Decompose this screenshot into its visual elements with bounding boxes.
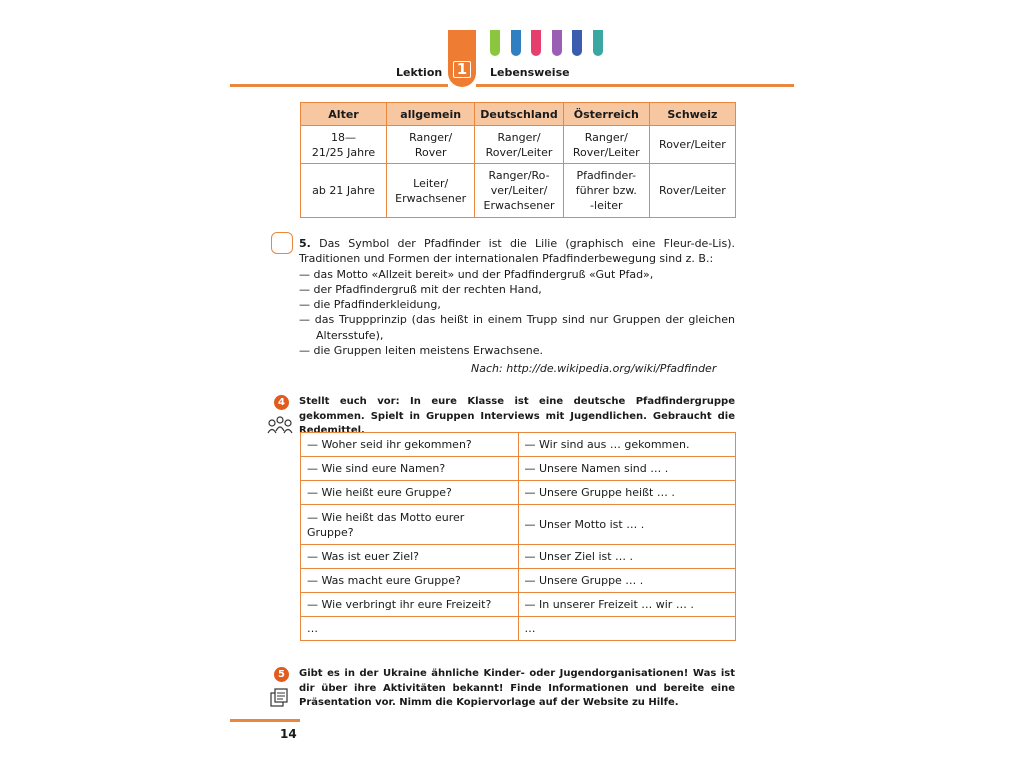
color-tab [490, 30, 500, 56]
table-header-cell: Alter [301, 103, 387, 126]
list-item: — die Pfadfinderkleidung, [299, 298, 441, 312]
lesson-title: Lebensweise [490, 66, 570, 79]
table-row [301, 593, 736, 617]
table-cell: ab 21 Jahre [301, 164, 387, 218]
lektion-label: Lektion [396, 66, 443, 79]
question-cell: — Wie heißt das Motto eurer Gruppe? [301, 505, 519, 545]
copy-template-icon [268, 686, 290, 708]
table-cell: Ranger/ Rover/Leiter [475, 126, 563, 164]
question-cell: — Wie verbringt ihr eure Freizeit? [301, 593, 519, 617]
answer-cell: — Unser Motto ist … . [518, 505, 736, 545]
header-rule-left [230, 84, 448, 87]
question-cell: — Wie heißt eure Gruppe? [301, 481, 519, 505]
color-tab [572, 30, 582, 56]
answer-cell: — In unserer Freizeit … wir … . [518, 593, 736, 617]
task4-text: Stellt euch vor: In eure Klasse ist eine deutsche Pfadfindergruppe gekommen. Spielt in Gruppen Interviews mit Jugendlichen. Gebraucht die Redemittel. [299, 396, 735, 436]
list-item: — das Motto «Allzeit bereit» und der Pfadfindergruß «Gut Pfad», [299, 267, 654, 281]
color-tab [511, 30, 521, 56]
table-header-cell: allgemein [387, 103, 475, 126]
section5-intro: Das Symbol der Pfadfinder ist die Lilie (graphisch eine Fleur-de-Lis). Traditionen und Formen der internationalen Pfadfinderbewegung sind z. B.: [299, 237, 735, 266]
task5-badge: 5 [274, 667, 289, 682]
table-cell: Ranger/ Rover/Leiter [563, 126, 649, 164]
color-tab [552, 30, 562, 56]
table-header-cell: Deutschland [475, 103, 563, 126]
table-row [301, 481, 736, 505]
color-tab [531, 30, 541, 56]
question-cell: — Wie sind eure Namen? [301, 457, 519, 481]
group-work-icon [266, 415, 294, 437]
table-cell: Ranger/Ro- ver/Leiter/ Erwachsener [475, 164, 563, 218]
answer-cell: — Wir sind aus … gekommen. [518, 433, 736, 457]
phrase-table [300, 432, 736, 641]
task4-badge: 4 [274, 395, 289, 410]
question-cell: — Was ist euer Ziel? [301, 545, 519, 569]
table-header-cell: Österreich [563, 103, 649, 126]
table-cell: Leiter/ Erwachsener [387, 164, 475, 218]
lesson-number-tab [448, 30, 476, 87]
source-note: Nach: http://de.wikipedia.org/wiki/Pfadfinder [471, 362, 717, 375]
page-number: 14 [280, 727, 297, 741]
list-item: — die Gruppen leiten meistens Erwachsene. [299, 344, 543, 358]
scout-age-table [300, 102, 736, 218]
table-header-cell: Schweiz [649, 103, 735, 126]
task5-text: Gibt es in der Ukraine ähnliche Kinder- oder Jugendorganisationen! Was ist dir über ihre Aktivitäten bekannt! Finde Informationen und bereite eine Präsentation vor. Nimm die Kopiervorlage auf der Website zu Hilfe. [299, 668, 735, 708]
section5-text [299, 236, 735, 358]
answer-cell: … [518, 617, 736, 641]
table-cell: Rover/Leiter [649, 126, 735, 164]
table-row [301, 569, 736, 593]
footer-rule [230, 719, 300, 722]
answer-cell: — Unsere Gruppe … . [518, 569, 736, 593]
table-cell: Ranger/ Rover [387, 126, 475, 164]
answer-cell: — Unsere Namen sind … . [518, 457, 736, 481]
table-row [301, 617, 736, 641]
table-row [301, 433, 736, 457]
question-cell: … [301, 617, 519, 641]
question-cell: — Was macht eure Gruppe? [301, 569, 519, 593]
table-cell: 18— 21/25 Jahre [301, 126, 387, 164]
list-item: — das Truppprinzip (das heißt in einem Trupp sind nur Gruppen der gleichen Altersstufe), [299, 313, 735, 342]
question-cell: — Woher seid ihr gekommen? [301, 433, 519, 457]
list-item: — der Pfadfindergruß mit der rechten Hand, [299, 282, 542, 296]
table-row [301, 545, 736, 569]
lesson-number: 1 [453, 61, 471, 78]
color-tab [593, 30, 603, 56]
table-cell: Pfadfinder- führer bzw. -leiter [563, 164, 649, 218]
table-row [301, 126, 736, 164]
answer-cell: — Unsere Gruppe heißt … . [518, 481, 736, 505]
table-row [301, 505, 736, 545]
table-row [301, 164, 736, 218]
section-marker-icon [271, 232, 293, 254]
answer-cell: — Unser Ziel ist … . [518, 545, 736, 569]
table-row [301, 457, 736, 481]
section5-number: 5. [299, 237, 311, 250]
header-rule-right [476, 84, 794, 87]
table-cell: Rover/Leiter [649, 164, 735, 218]
